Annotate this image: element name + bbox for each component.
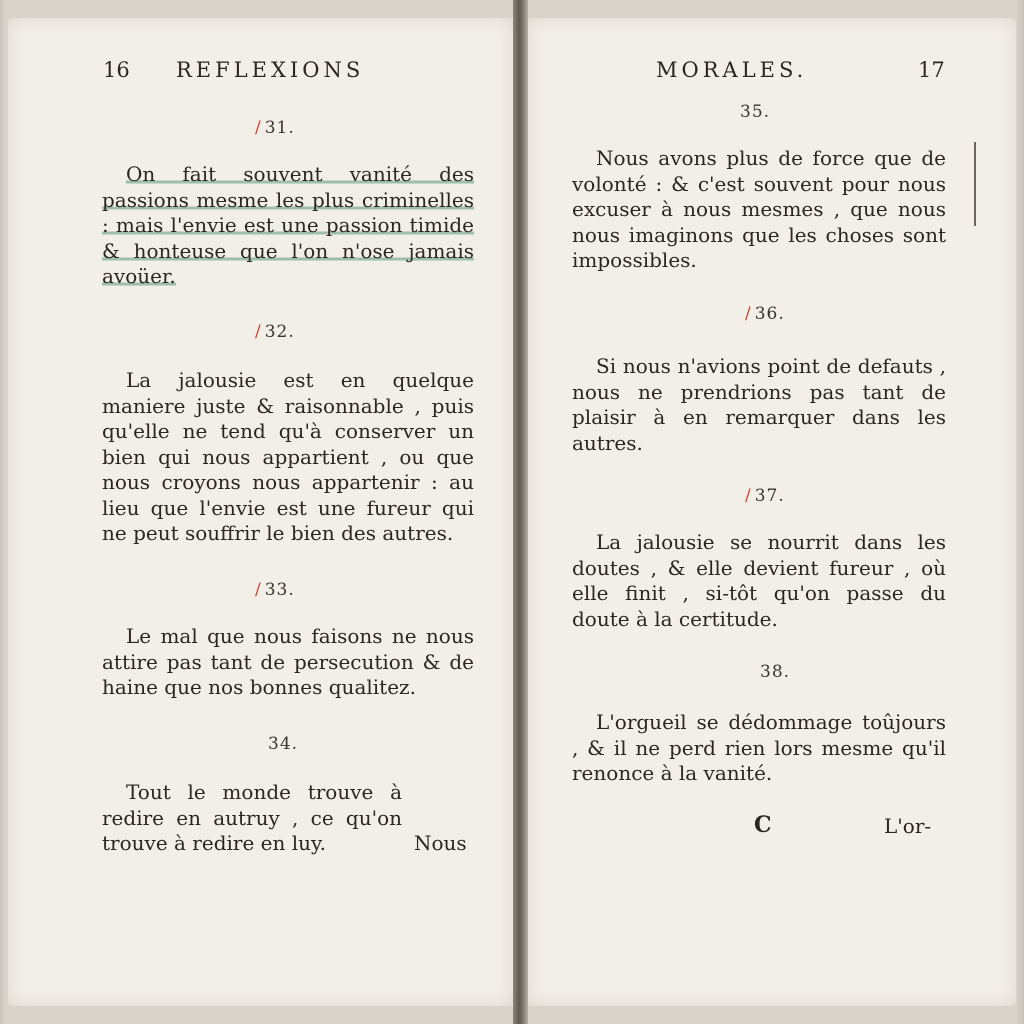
right-catchword: L'or- (884, 814, 932, 838)
annotation-slash-icon: / (745, 304, 752, 324)
signature-mark: C (754, 812, 772, 838)
annotation-slash-icon: / (745, 486, 752, 506)
maxim-32-text: La jalousie est en quelque maniere juste & raisonnable , puis qu'elle ne tend qu'à conserver un bien qui nous appartient , ou que nous croyons nous appartenir : au lieu que l'envie est une fureur qui ne peut souffrir le bien des autres. (102, 368, 474, 545)
maxim-38-number: 38. (760, 662, 791, 682)
annotation-slash-icon: / (255, 322, 262, 342)
left-page-number: 16 (103, 58, 130, 82)
maxim-33-number: / 33. (255, 580, 295, 600)
maxim-33-text: Le mal que nous faisons ne nous attire pas tant de persecution & de haine que nos bonnes qualitez. (102, 624, 474, 699)
maxim-32-number: / 32. (255, 322, 295, 342)
maxim-37-number: / 37. (745, 486, 785, 506)
annotation-slash-icon: / (255, 580, 262, 600)
maxim-35-text: Nous avons plus de force que de volonté : & c'est souvent pour nous excuser à nous mesmes , que nous nous imaginons que les choses sont impossibles. (572, 146, 946, 272)
maxim-31-text: On fait souvent vanité des passions mesme les plus criminelles : mais l'envie est une passion timide & honteuse que l'on n'ose jamais avoüer. (102, 162, 474, 288)
maxim-34-number: 34. (268, 734, 299, 754)
left-running-head: REFLEXIONS (176, 58, 365, 82)
left-catchword: Nous (414, 831, 467, 855)
right-page-number: 17 (918, 58, 945, 82)
maxim-36-number: / 36. (745, 304, 785, 324)
maxim-35-number: 35. (740, 102, 771, 122)
maxim-36-text: Si nous n'avions point de defauts , nous ne prendrions pas tant de plaisir à en remarquer dans les autres. (572, 354, 946, 455)
maxim-34-text: Tout le monde trouve à redire en autruy , ce qu'on trouve à redire en luy. (102, 780, 402, 855)
right-running-head: MORALES. (656, 58, 808, 82)
maxim-38-text: L'orgueil se dédommage toûjours , & il ne perd rien lors mesme qu'il renonce à la vanité. (572, 710, 946, 785)
book-gutter (513, 0, 528, 1024)
margin-pencil-line (974, 142, 976, 226)
maxim-31-number: / 31. (255, 118, 295, 138)
annotation-slash-icon: / (255, 118, 262, 138)
maxim-37-text: La jalousie se nourrit dans les doutes , & elle devient fureur , où elle finit , si-tôt qu'on passe du doute à la certitude. (572, 530, 946, 631)
